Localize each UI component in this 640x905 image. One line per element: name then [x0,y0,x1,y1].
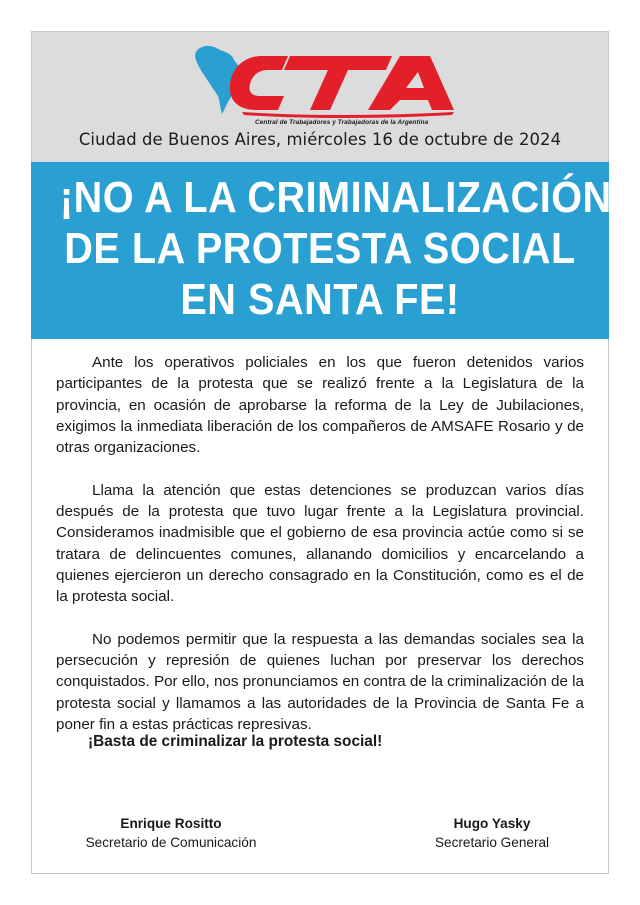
document-frame [31,31,612,874]
logo-swoosh [242,112,454,118]
logo-subtitle: Central de Trabajadores y Trabajadoras de la Argentina [255,119,429,126]
signatory-name: Hugo Yasky [453,816,531,831]
headline-line: EN SANTA FE! [180,275,460,324]
headline-line: DE LA PROTESTA SOCIAL [64,224,576,273]
body-paragraph: Llama la atención que estas detenciones se produzcan varios días después de la protesta que tuvo lugar frente a la Legislatura provincial. Consideramos inadmisible que el gobierno de esa provincia actúe como si se tratara de delincuentes comunes, allanando domicilios y encarcelando a quienes ejercieron un derecho consagrado en la Constitución, como es el de la protesta social. [56,481,584,606]
signature-block-right [407,814,577,852]
dateline: Ciudad de Buenos Aires, miércoles 16 de octubre de 2024 [78,130,562,149]
cta-logo-mark [192,42,482,122]
body-paragraph: Ante los operativos policiales en los que fueron detenidos varios participantes de la protesta que se realizó frente a la Legislatura de la provincia, en ocasión de aprobarse la reforma de la Ley de Jubilaciones, exigimos la inmediata liberación de los compañeros de AMSAFE Rosario y de otras organizaciones. [56,354,584,457]
signature-block-left [76,814,266,852]
logo-letter-t-stem [310,70,348,110]
signatory-role: Secretario General [434,835,550,850]
body-paragraph: No podemos permitir que la respuesta a las demandas sociales sea la persecución y represión de quienes luchan por preservar los derechos conquistados. Por ello, nos pronunciamos en contra de la criminalización de la protesta social y llamamos a las autoridades de la Provincia de Santa Fe a poner fin a estas prácticas represivas. [56,630,584,734]
statement-body [56,352,584,757]
cta-logo [192,42,482,127]
signatory-name: Enrique Rositto [120,816,222,831]
closing-slogan: ¡Basta de criminalizar la protesta social! [88,733,383,750]
signatory-role: Secretario de Comunicación [85,835,257,850]
logo-letter-c [230,56,288,110]
headline [59,172,612,325]
headline-banner [31,162,612,339]
letterhead [32,32,608,162]
logo-letter-t-bar [284,56,392,70]
headline-line: ¡NO A LA CRIMINALIZACIÓN [59,173,612,222]
